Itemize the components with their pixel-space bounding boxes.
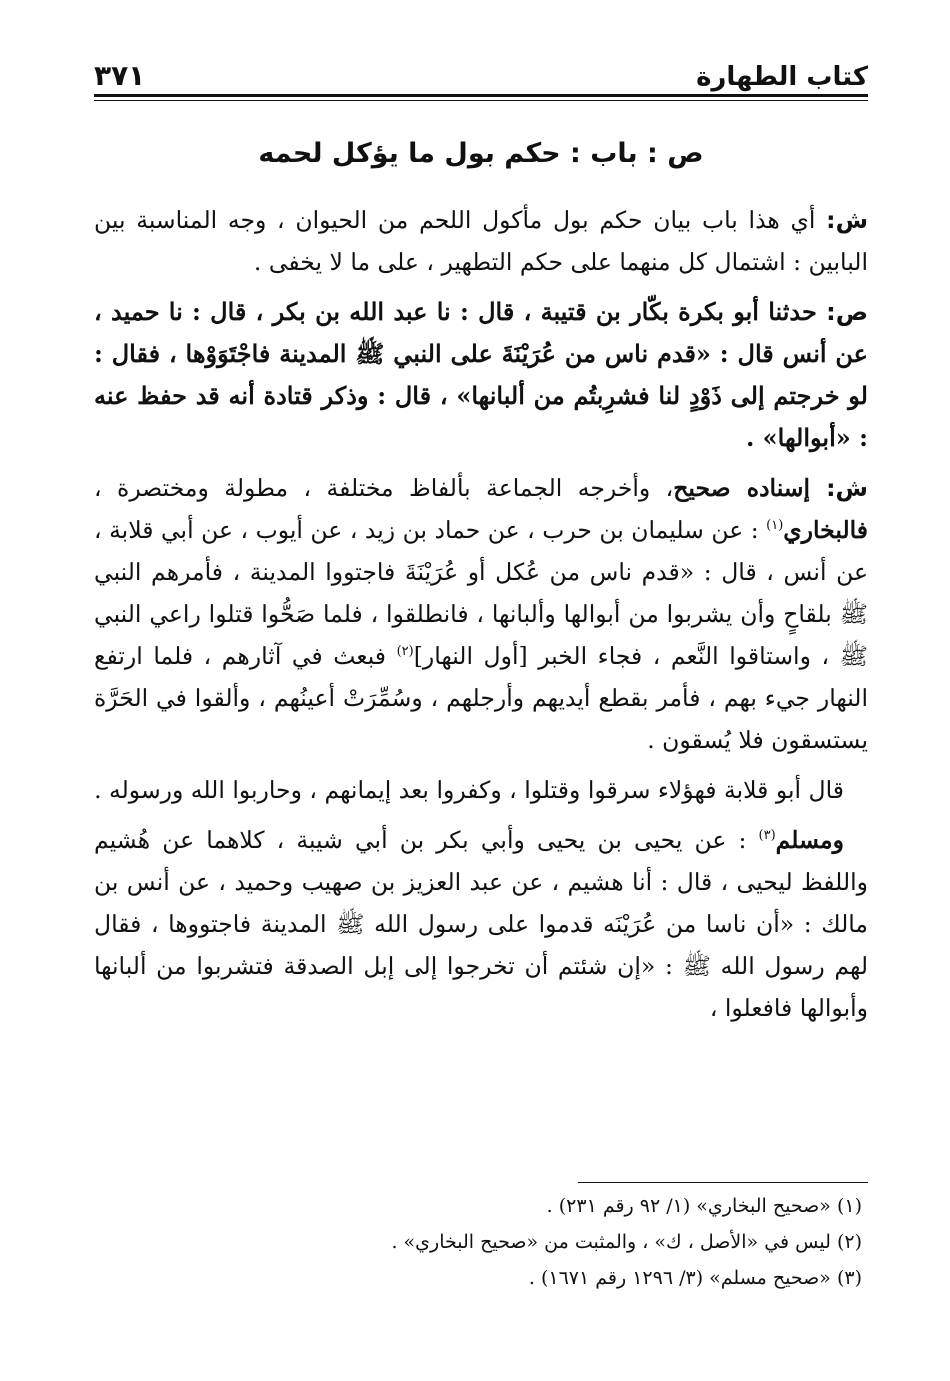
paragraph-text: قال أبو قلابة فهؤلاء سرقوا وقتلوا ، وكفروا بعد إيمانهم ، وحاربوا الله ورسوله . [94, 776, 844, 804]
commentary-paragraph-3 [94, 769, 868, 811]
header-rule [94, 94, 868, 97]
commentary-paragraph-4 [94, 819, 868, 1029]
footnote-1: (١) «صحيح البخاري» (١/ ٩٢ رقم ٢٣١) . [546, 1195, 862, 1217]
paragraph-text: ، وأخرجه الجماعة بألفاظ مختلفة ، مطولة ومختصرة ، [94, 474, 674, 502]
commentary-paragraph-1 [94, 199, 868, 283]
paragraph-text: : عن سليمان بن حرب ، عن حماد بن زيد ، عن أيوب ، عن أبي قلابة ، عن أنس ، قال : «قدم ناس من عُكل أو عُرَيْنَةَ فاجتووا المدينة ، فأمرهم النبي ﷺ بلقاحٍ وأن يشربوا من أبوالها وألبانها ، فانطلقوا ، فلما صَحُّوا قتلوا راعي النبي ﷺ ، واستاقوا النَّعم ، فجاء الخبر [أول النهار] [94, 516, 868, 670]
paragraph-text: : عن يحيى بن يحيى وأبي بكر بن أبي شيبة ، كلاهما عن هُشيم واللفظ ليحيى ، قال : أنا هشيم ، عن عبد العزيز بن صهيب وحميد ، عن أنس بن مالك : «أن ناسا من عُرَيْنَه قدموا على رسول الله ﷺ المدينة فاجتووها ، فقال لهم رسول الله ﷺ : «إن شئتم أن تخرجوا إلى إبل الصدقة فتشربوا من ألبانها وأبوالها فافعلوا ، [94, 826, 868, 1022]
running-header [94, 42, 868, 92]
page-number: ٣٧١ [94, 59, 146, 92]
paragraph-text: أي هذا باب بيان حكم بول مأكول اللحم من الحيوان ، وجه المناسبة بين البابين : اشتمال كل منهما على حكم التطهير ، على ما لا يخفى . [94, 206, 868, 276]
footnote-ref-3[interactable]: (٣) [758, 828, 776, 844]
sharh-label: ش: [826, 474, 868, 502]
isnad-verdict: إسناده صحيح [673, 474, 827, 502]
footnote-2: (٢) ليس في «الأصل ، ك» ، والمثبت من «صحيح البخاري» . [391, 1231, 862, 1253]
text-label: ص: [826, 298, 868, 326]
footnote-ref-1[interactable]: (١) [766, 518, 784, 534]
footnote-3: (٣) «صحيح مسلم» (٣/ ١٢٩٦ رقم ١٦٧١) . [528, 1267, 862, 1289]
footnotes [94, 1190, 868, 1298]
page-body [94, 128, 868, 1037]
paragraph-text: حدثنا أبو بكرة بكّار بن قتيبة ، قال : نا عبد الله بن بكر ، قال : نا حميد ، عن أنس قال : «قدم ناس من عُرَيْنَةَ على النبي ﷺ المدينة فاجْتَوَوْها ، فقال : لو خرجتم إلى ذَوْدٍ لنا فشرِبتُم من ألبانها» ، قال : وذكر قتادة أنه قد حفظ عنه : «أبوالها» . [94, 297, 868, 452]
header-rule-thin [94, 100, 868, 101]
footnote-rule [578, 1182, 868, 1183]
commentary-paragraph-2 [94, 467, 868, 761]
chapter-heading: ص : باب : حكم بول ما يؤكل لحمه [258, 138, 704, 169]
paragraph-text: فبعث في آثارهم ، فلما ارتفع النهار جيء بهم ، فأمر بقطع أيديهم وأرجلهم ، وسُمِّرَتْ أعينُهم ، وألقوا في الحَرَّة يستسقون فلا يُسقون . [94, 642, 868, 754]
source-muslim: ومسلم [775, 826, 844, 854]
book-title: كتاب الطهارة [696, 62, 868, 92]
footnote-ref-2[interactable]: (٢) [396, 644, 414, 660]
sharh-label: ش: [826, 206, 868, 234]
source-bukhari: فالبخاري [783, 516, 868, 544]
hadith-text-paragraph [94, 291, 868, 459]
